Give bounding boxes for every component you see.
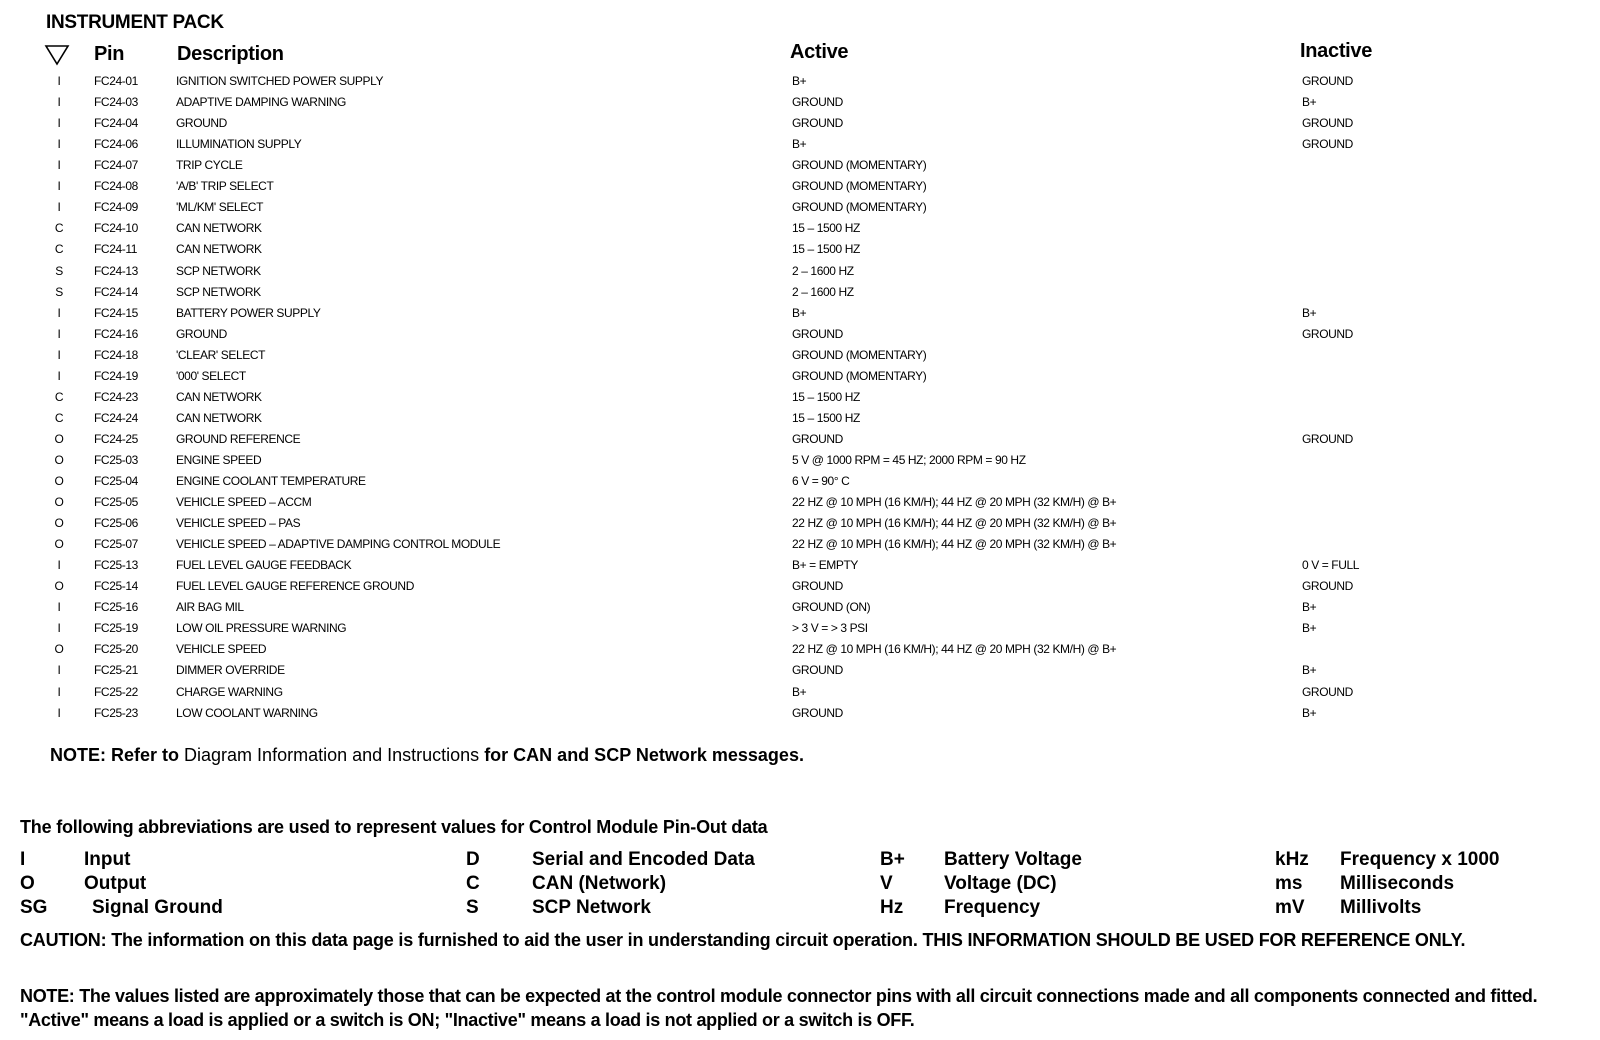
values-note: NOTE: The values listed are approximately those that can be expected at the control module connector pins with all circuit connections made and all components connected and fitted. "Active" means a load is applied or a switch is ON; "Inactive" means a load is not applied or a switch is OFF. [20, 986, 1538, 1030]
pin-number: FC24-10 [94, 221, 138, 236]
table-row [0, 327, 1600, 347]
pin-number: FC25-22 [94, 684, 138, 699]
table-row [0, 642, 1600, 662]
pin-number: FC24-18 [94, 347, 138, 362]
pin-description: CAN NETWORK [176, 221, 262, 236]
abbreviation-meaning: Frequency x 1000 [1340, 849, 1500, 870]
active-value: GROUND (MOMENTARY) [792, 368, 927, 383]
pin-description: TRIP CYCLE [176, 158, 243, 173]
pin-description: LOW OIL PRESSURE WARNING [176, 621, 347, 636]
pin-number: FC24-07 [94, 158, 138, 173]
table-row [0, 600, 1600, 620]
note-prefix: NOTE: Refer to [50, 745, 180, 765]
inactive-value: 0 V = FULL [1302, 558, 1360, 573]
pin-description: CHARGE WARNING [176, 684, 283, 699]
pin-description: CAN NETWORK [176, 242, 262, 257]
pin-description: VEHICLE SPEED – ADAPTIVE DAMPING CONTROL MODULE [176, 537, 501, 552]
pin-type: I [57, 326, 61, 341]
pin-type: O [54, 473, 64, 488]
pin-description: '000' SELECT [176, 368, 246, 383]
active-value: B+ [792, 684, 807, 699]
pin-number: FC25-23 [94, 705, 138, 720]
pin-number: FC24-25 [94, 431, 138, 446]
pin-number: FC24-03 [94, 95, 138, 109]
pin-type: O [54, 431, 64, 446]
pin-number: FC25-16 [94, 600, 138, 615]
table-row [0, 158, 1600, 178]
active-value: GROUND [792, 579, 843, 594]
pin-description: 'A/B' TRIP SELECT [176, 179, 274, 194]
pin-type: O [54, 579, 64, 594]
table-row [0, 537, 1600, 557]
pin-description: GROUND REFERENCE [176, 431, 301, 446]
abbreviation-code: O [20, 873, 35, 894]
inactive-value: B+ [1302, 705, 1317, 720]
page-title: INSTRUMENT PACK [46, 12, 224, 33]
table-row [0, 179, 1600, 199]
caution-text: CAUTION: The information on this data page is furnished to aid the user in understanding circuit operation. THIS INFORMATION SHOULD BE USED FOR REFERENCE ONLY. [20, 930, 1466, 950]
active-value: 15 – 1500 HZ [792, 389, 860, 404]
pin-number: FC24-24 [94, 410, 138, 425]
abbreviation-code: B+ [880, 849, 905, 870]
inactive-value: B+ [1302, 305, 1317, 320]
pin-number: FC24-11 [94, 242, 137, 257]
note-suffix: for CAN and SCP Network messages. [484, 745, 804, 765]
abbreviation-meaning: SCP Network [532, 897, 651, 918]
pin-type: I [57, 116, 61, 131]
pin-description: ADAPTIVE DAMPING WARNING [176, 95, 346, 109]
table-row [0, 74, 1600, 94]
abbreviation-code: I [20, 849, 26, 870]
pin-number: FC24-19 [94, 368, 138, 383]
table-row [0, 453, 1600, 473]
active-value: GROUND (MOMENTARY) [792, 158, 927, 173]
pin-type: I [57, 684, 61, 699]
active-value: 22 HZ @ 10 MPH (16 KM/H); 44 HZ @ 20 MPH (32 KM/H) @ B+ [792, 642, 1117, 657]
pin-number: FC24-01 [94, 74, 138, 88]
active-value: GROUND [792, 116, 843, 131]
active-value: B+ [792, 305, 807, 320]
pin-type: I [57, 558, 61, 573]
inactive-value: GROUND [1302, 137, 1353, 152]
abbreviation-code: SG [20, 897, 48, 918]
triangle-down-icon [44, 44, 70, 66]
pin-number: FC25-14 [94, 579, 138, 594]
pin-description: BATTERY POWER SUPPLY [176, 305, 321, 320]
network-note [50, 745, 804, 766]
pin-number: FC25-21 [94, 663, 138, 678]
active-value: 15 – 1500 HZ [792, 221, 860, 236]
table-row [0, 685, 1600, 705]
pin-description: SCP NETWORK [176, 284, 261, 299]
pin-description: FUEL LEVEL GAUGE REFERENCE GROUND [176, 579, 414, 594]
pin-type: I [57, 600, 61, 615]
active-value: GROUND [792, 326, 843, 341]
inactive-value: GROUND [1302, 579, 1353, 594]
pin-type: O [54, 516, 64, 530]
pin-description: ENGINE COOLANT TEMPERATURE [176, 473, 366, 488]
active-value: GROUND [792, 95, 843, 109]
pin-number: FC24-23 [94, 389, 138, 404]
inactive-value: B+ [1302, 663, 1317, 678]
pin-number: FC25-04 [94, 473, 138, 488]
active-value: 22 HZ @ 10 MPH (16 KM/H); 44 HZ @ 20 MPH (32 KM/H) @ B+ [792, 537, 1117, 552]
pin-number: FC25-03 [94, 452, 138, 467]
active-value: 6 V = 90° C [792, 473, 850, 488]
abbreviation-meaning: Millivolts [1340, 897, 1422, 918]
pin-type: C [54, 221, 64, 236]
pin-number: FC25-19 [94, 621, 138, 636]
pin-type: C [54, 410, 64, 425]
table-row [0, 706, 1600, 726]
active-value: 15 – 1500 HZ [792, 410, 860, 425]
abbreviation-meaning: CAN (Network) [532, 873, 667, 894]
abbreviation-code: V [880, 873, 893, 894]
abbreviation-code: Hz [880, 897, 904, 918]
table-row [0, 390, 1600, 410]
active-value: B+ [792, 74, 807, 88]
inactive-value: B+ [1302, 600, 1317, 615]
pin-type: I [57, 305, 61, 320]
pin-number: FC25-07 [94, 537, 138, 552]
pin-type: I [57, 663, 61, 678]
pin-number: FC24-13 [94, 263, 138, 278]
abbreviation-meaning: Voltage (DC) [944, 873, 1057, 894]
pin-description: ILLUMINATION SUPPLY [176, 137, 302, 152]
table-row [0, 116, 1600, 136]
pin-description: CAN NETWORK [176, 389, 262, 404]
abbreviation-meaning: Input [84, 849, 131, 870]
table-row [0, 137, 1600, 157]
pin-description: VEHICLE SPEED [176, 642, 267, 657]
pin-number: FC25-13 [94, 558, 138, 573]
header-pin: Pin [94, 43, 125, 65]
abbreviation-meaning: Frequency [944, 897, 1041, 918]
pin-type: O [54, 642, 64, 657]
active-value: GROUND (MOMENTARY) [792, 347, 927, 362]
inactive-value: B+ [1302, 95, 1317, 109]
table-row [0, 264, 1600, 284]
pin-number: FC24-09 [94, 200, 138, 215]
pin-type: I [57, 200, 61, 215]
pin-description: FUEL LEVEL GAUGE FEEDBACK [176, 558, 352, 573]
table-row [0, 221, 1600, 241]
pin-number: FC24-16 [94, 326, 138, 341]
table-row [0, 306, 1600, 326]
pin-description: AIR BAG MIL [176, 600, 244, 615]
abbreviation-meaning: Serial and Encoded Data [532, 849, 755, 870]
pin-type: I [57, 705, 61, 720]
abbreviation-code: C [466, 873, 480, 894]
abbreviation-code: kHz [1275, 849, 1309, 870]
table-row [0, 95, 1600, 115]
pin-type: O [54, 452, 64, 467]
pin-description: ENGINE SPEED [176, 452, 262, 467]
table-row [0, 474, 1600, 494]
table-row [0, 242, 1600, 262]
active-value: GROUND [792, 705, 843, 720]
pin-number: FC25-05 [94, 495, 138, 509]
table-row [0, 495, 1600, 515]
pin-description: VEHICLE SPEED – PAS [176, 516, 301, 530]
pin-number: FC24-14 [94, 284, 138, 299]
pin-type: O [54, 495, 64, 509]
header-description: Description [177, 43, 284, 65]
pin-number: FC24-08 [94, 179, 138, 194]
abbreviation-meaning: Milliseconds [1340, 873, 1455, 894]
active-value: GROUND [792, 431, 843, 446]
active-value: 2 – 1600 HZ [792, 284, 854, 299]
pin-type: I [57, 179, 61, 194]
active-value: 22 HZ @ 10 MPH (16 KM/H); 44 HZ @ 20 MPH (32 KM/H) @ B+ [792, 495, 1117, 509]
pin-type: I [57, 621, 61, 636]
inactive-value: GROUND [1302, 431, 1353, 446]
pin-type: I [57, 95, 61, 109]
pin-type: S [55, 263, 63, 278]
pin-type: O [54, 537, 64, 552]
pin-description: IGNITION SWITCHED POWER SUPPLY [176, 74, 384, 88]
header-active: Active [790, 41, 849, 63]
table-row [0, 558, 1600, 578]
inactive-value: GROUND [1302, 684, 1353, 699]
inactive-value: GROUND [1302, 74, 1353, 88]
table-row [0, 348, 1600, 368]
pin-type: C [54, 242, 64, 257]
table-row [0, 432, 1600, 452]
abbreviation-code: ms [1275, 873, 1303, 894]
abbreviation-meaning: Output [84, 873, 147, 894]
pin-description: 'ML/KM' SELECT [176, 200, 264, 215]
pin-type: I [57, 137, 61, 152]
pin-type: I [57, 368, 61, 383]
active-value: B+ = EMPTY [792, 558, 859, 573]
table-row [0, 516, 1600, 536]
pin-description: SCP NETWORK [176, 263, 261, 278]
pin-description: LOW COOLANT WARNING [176, 705, 318, 720]
abbreviation-code: D [466, 849, 480, 870]
pin-number: FC24-04 [94, 116, 138, 131]
pin-description: DIMMER OVERRIDE [176, 663, 285, 678]
pin-description: VEHICLE SPEED – ACCM [176, 495, 312, 509]
active-value: > 3 V = > 3 PSI [792, 621, 868, 636]
abbreviation-code: mV [1275, 897, 1305, 918]
pin-type: I [57, 158, 61, 173]
pin-type: I [57, 74, 61, 88]
abbreviations-title: The following abbreviations are used to represent values for Control Module Pin-Out data [20, 817, 768, 837]
inactive-value: GROUND [1302, 116, 1353, 131]
table-row [0, 411, 1600, 431]
active-value: B+ [792, 137, 807, 152]
active-value: GROUND (MOMENTARY) [792, 179, 927, 194]
active-value: 2 – 1600 HZ [792, 263, 854, 278]
active-value: 5 V @ 1000 RPM = 45 HZ; 2000 RPM = 90 HZ [792, 452, 1026, 467]
table-row [0, 369, 1600, 389]
active-value: GROUND [792, 663, 843, 678]
table-row [0, 663, 1600, 683]
abbreviation-code: S [466, 897, 479, 918]
abbreviation-meaning: Signal Ground [92, 897, 223, 918]
pin-number: FC25-20 [94, 642, 138, 657]
pin-description: CAN NETWORK [176, 410, 262, 425]
pin-type: C [54, 389, 64, 404]
note-link-text: Diagram Information and Instructions [184, 745, 480, 765]
pin-number: FC25-06 [94, 516, 138, 530]
abbreviation-meaning: Battery Voltage [944, 849, 1082, 870]
pin-description: GROUND [176, 116, 227, 131]
active-value: GROUND (ON) [792, 600, 871, 615]
pin-type: S [55, 284, 63, 299]
table-row [0, 200, 1600, 220]
pin-number: FC24-06 [94, 137, 138, 152]
active-value: 22 HZ @ 10 MPH (16 KM/H); 44 HZ @ 20 MPH (32 KM/H) @ B+ [792, 516, 1117, 530]
pin-description: 'CLEAR' SELECT [176, 347, 266, 362]
table-row [0, 579, 1600, 599]
active-value: 15 – 1500 HZ [792, 242, 860, 257]
table-row [0, 621, 1600, 641]
inactive-value: B+ [1302, 621, 1317, 636]
inactive-value: GROUND [1302, 326, 1353, 341]
pin-description: GROUND [176, 326, 227, 341]
pin-number: FC24-15 [94, 305, 138, 320]
table-row [0, 285, 1600, 305]
header-inactive: Inactive [1300, 40, 1373, 62]
active-value: GROUND (MOMENTARY) [792, 200, 927, 215]
pin-type: I [57, 347, 61, 362]
